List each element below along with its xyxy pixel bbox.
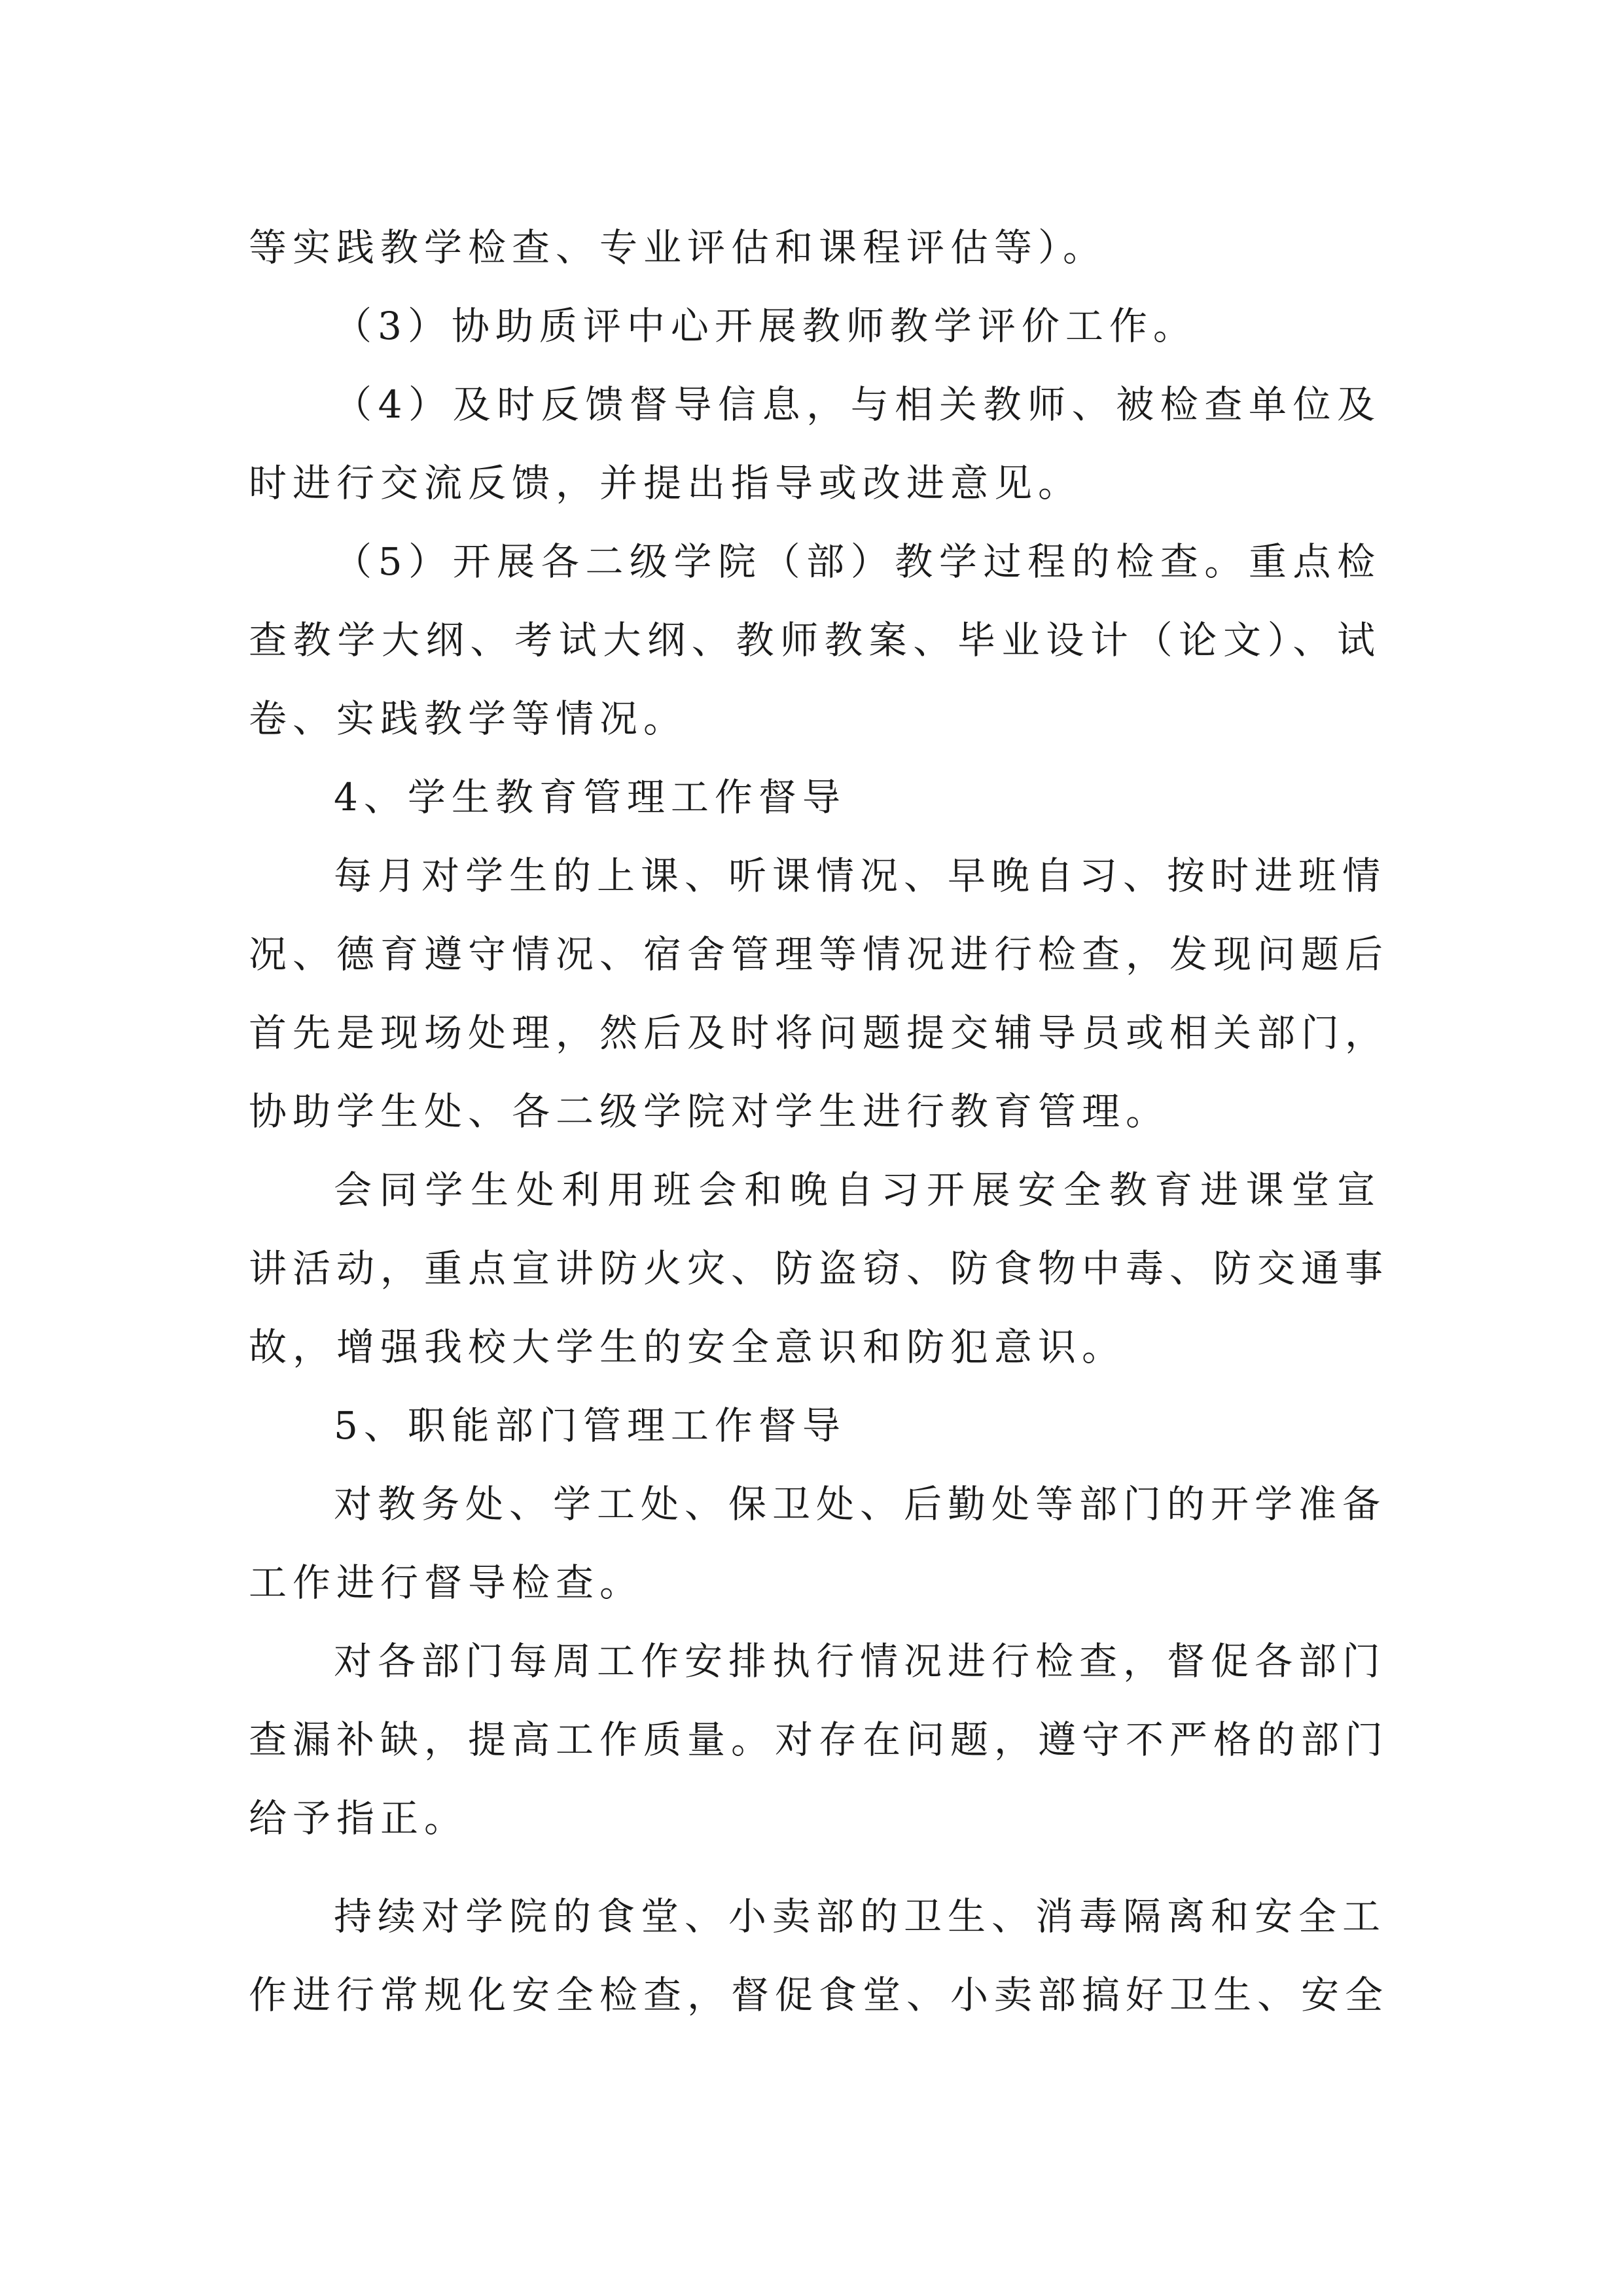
text-line: 卷、实践教学等情况。 bbox=[249, 696, 688, 741]
text-line: 对教务处、学工处、保卫处、后勤处等部门的开学准备 bbox=[334, 1482, 1387, 1526]
text-line: 时进行交流反馈，并提出指导或改进意见。 bbox=[249, 461, 1082, 505]
text-line: 作进行常规化安全检查，督促食堂、小卖部搞好卫生、安全 bbox=[249, 1973, 1389, 2017]
text-line: （4）及时反馈督导信息，与相关教师、被检查单位及 bbox=[334, 382, 1381, 427]
text-line: 首先是现场处理，然后及时将问题提交辅导员或相关部门， bbox=[249, 1011, 1389, 1055]
text-line: 每月对学生的上课、听课情况、早晚自习、按时进班情 bbox=[334, 853, 1387, 898]
text-line: 对各部门每周工作安排执行情况进行检查，督促各部门 bbox=[334, 1639, 1387, 1683]
text-line: 况、德育遵守情况、宿舍管理等情况进行检查，发现问题后 bbox=[249, 932, 1389, 977]
text-line: 故，增强我校大学生的安全意识和防犯意识。 bbox=[249, 1325, 1126, 1369]
text-line: 等实践教学检查、专业评估和课程评估等）。 bbox=[249, 225, 1107, 270]
text-line: 工作进行督导检查。 bbox=[249, 1560, 644, 1605]
text-line: （3）协助质评中心开展教师教学评价工作。 bbox=[334, 304, 1197, 348]
section-heading: 5、职能部门管理工作督导 bbox=[334, 1403, 846, 1448]
text-line: （5）开展各二级学院（部）教学过程的检查。重点检 bbox=[334, 539, 1381, 584]
text-line: 协助学生处、各二级学院对学生进行教育管理。 bbox=[249, 1089, 1170, 1134]
text-line: 持续对学院的食堂、小卖部的卫生、消毒隔离和安全工 bbox=[334, 1894, 1387, 1939]
text-line: 讲活动，重点宣讲防火灾、防盗窃、防食物中毒、防交通事 bbox=[249, 1246, 1389, 1291]
text-line: 会同学生处利用班会和晚自习开展安全教育进课堂宣 bbox=[334, 1168, 1381, 1212]
section-heading: 4、学生教育管理工作督导 bbox=[334, 775, 846, 819]
text-line: 查教学大纲、考试大纲、教师教案、毕业设计（论文）、试 bbox=[249, 618, 1381, 662]
text-line: 给予指正。 bbox=[249, 1796, 469, 1840]
text-line: 查漏补缺，提高工作质量。对存在问题，遵守不严格的部门 bbox=[249, 1717, 1389, 1762]
